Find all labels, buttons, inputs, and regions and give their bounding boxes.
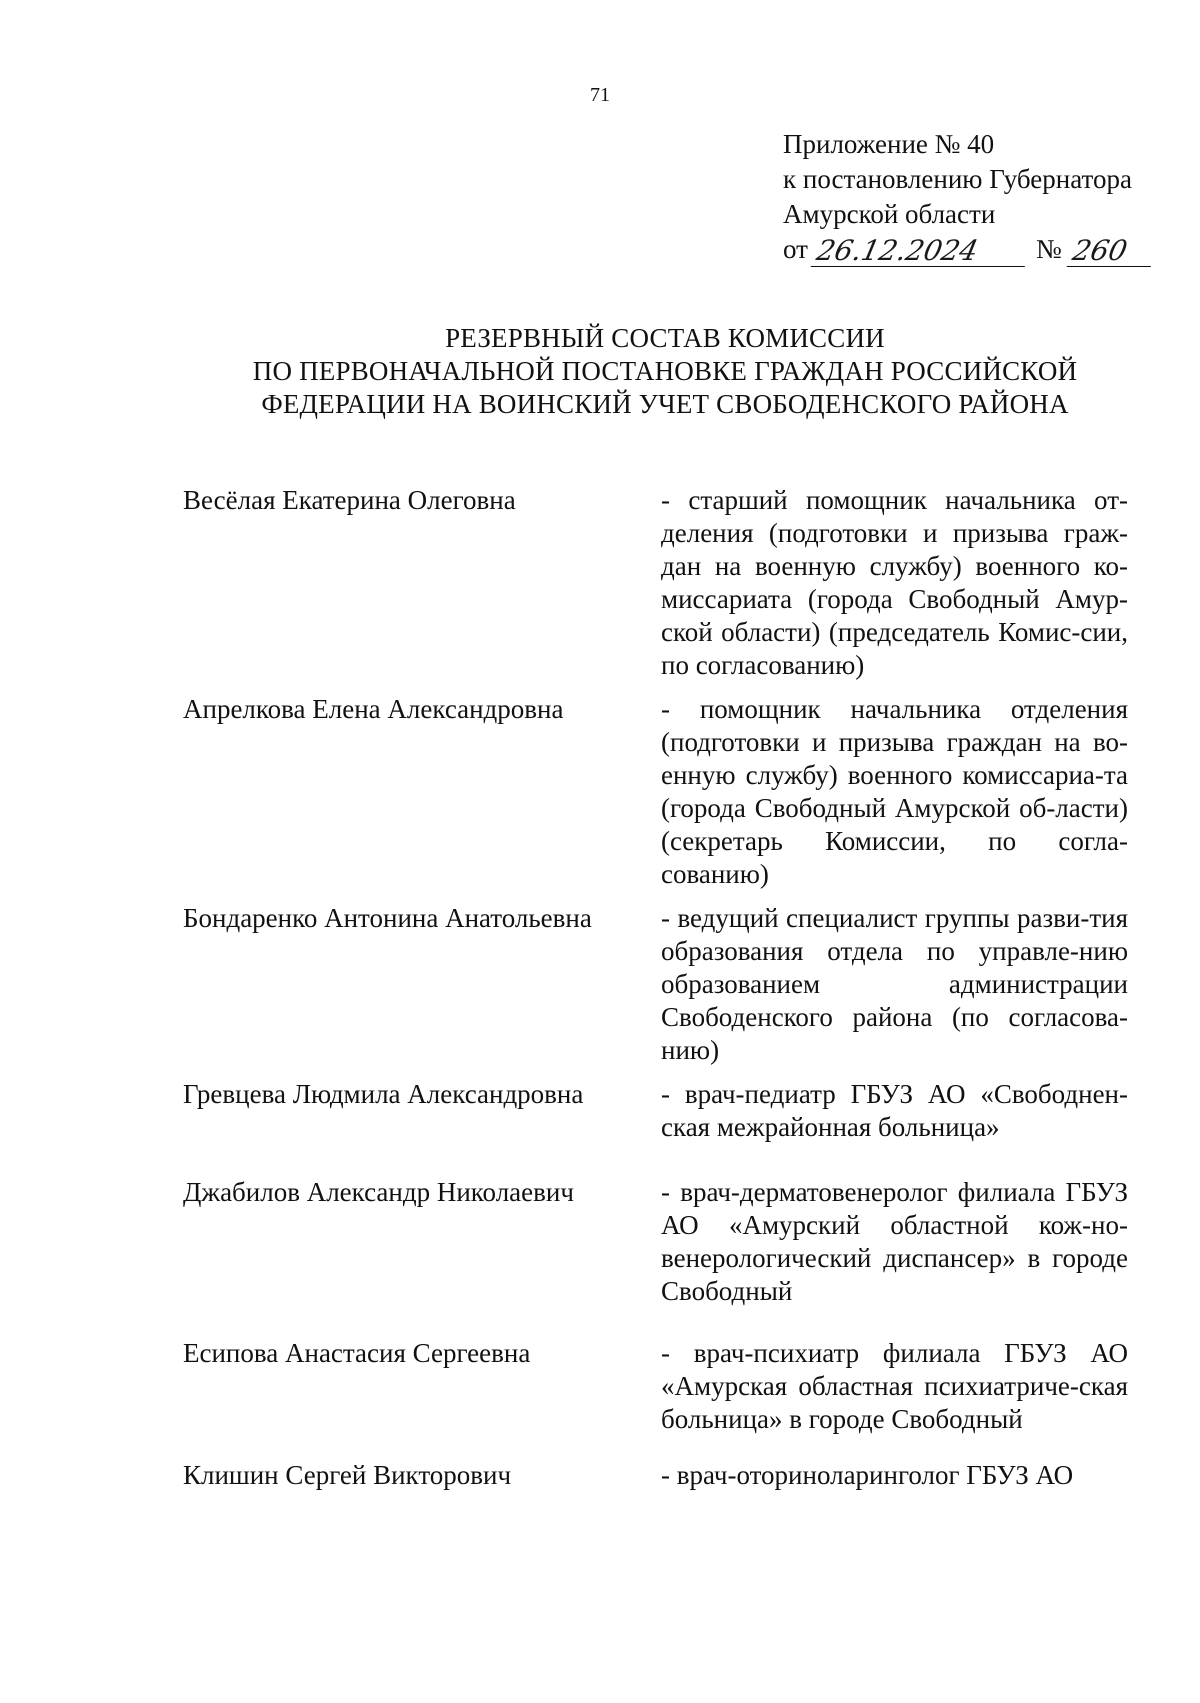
appendix-header bbox=[783, 127, 1183, 267]
member-row bbox=[183, 693, 1128, 902]
member-row bbox=[183, 1459, 1128, 1499]
appendix-line-3: Амурской области bbox=[783, 199, 996, 229]
member-name: Бондаренко Антонина Анатольевна bbox=[183, 903, 592, 933]
member-name: Весёлая Екатерина Олеговна bbox=[183, 485, 516, 515]
member-name: Джабилов Александр Николаевич bbox=[183, 1177, 574, 1207]
title-line-3: ФЕДЕРАЦИИ НА ВОИНСКИЙ УЧЕТ СВОБОДЕНСКОГО РАЙОНА bbox=[261, 389, 1069, 419]
member-name: Апрелкова Елена Александровна bbox=[183, 694, 564, 724]
member-row bbox=[183, 484, 1128, 693]
handwritten-date: 26.12.2024 bbox=[811, 236, 1032, 267]
title-line-1: РЕЗЕРВНЫЙ СОСТАВ КОМИССИИ bbox=[445, 323, 885, 353]
members-list bbox=[183, 484, 1128, 1499]
document-title bbox=[0, 322, 1200, 421]
member-role: - врач-педиатр ГБУЗ АО «Свободнен-ская межрайонная больница» bbox=[661, 1079, 1128, 1142]
appendix-line-2: к постановлению Губернатора bbox=[783, 164, 1132, 194]
member-name: Клишин Сергей Викторович bbox=[183, 1460, 512, 1490]
member-role: - врач-дерматовенеролог филиала ГБУЗ АО «Амурский областной кож-но-венерологический диспансер» в городе Свободный bbox=[661, 1177, 1128, 1306]
member-role: - врач-психиатр филиала ГБУЗ АО «Амурская областная психиатриче-ская больница» в городе Свободный bbox=[661, 1338, 1128, 1434]
member-row bbox=[183, 1176, 1128, 1337]
member-role: - старший помощник начальника от-деления (подготовки и призыва граж-дан на военную службу) военного ко-миссариата (города Свободный Амур-ской области) (председатель Комис-сии, по согласованию) bbox=[661, 485, 1128, 680]
member-row bbox=[183, 902, 1128, 1078]
member-row bbox=[183, 1078, 1128, 1176]
member-name: Гревцева Людмила Александровна bbox=[183, 1079, 584, 1109]
page-number: 71 bbox=[590, 84, 610, 106]
member-role: - помощник начальника отделения (подготовки и призыва граждан на во-енную службу) военного комиссариа-та (города Свободный Амурской об-ласти) (секретарь Комиссии, по согла-сованию) bbox=[661, 694, 1128, 889]
member-name: Есипова Анастасия Сергеевна bbox=[183, 1338, 531, 1368]
date-prefix: от bbox=[783, 234, 808, 264]
title-line-2: ПО ПЕРВОНАЧАЛЬНОЙ ПОСТАНОВКЕ ГРАЖДАН РОССИЙСКОЙ bbox=[252, 356, 1078, 386]
member-role: - ведущий специалист группы разви-тия образования отдела по управле-нию образованием администрации Свободенского района (по согласова-нию) bbox=[661, 903, 1128, 1065]
number-sign: № bbox=[1035, 234, 1062, 264]
member-role: - врач-оториноларинголог ГБУЗ АО bbox=[661, 1460, 1074, 1490]
appendix-date-line bbox=[783, 232, 1183, 267]
handwritten-number: 260 bbox=[1066, 236, 1157, 267]
appendix-line-1: Приложение № 40 bbox=[783, 129, 995, 159]
member-row bbox=[183, 1337, 1128, 1459]
